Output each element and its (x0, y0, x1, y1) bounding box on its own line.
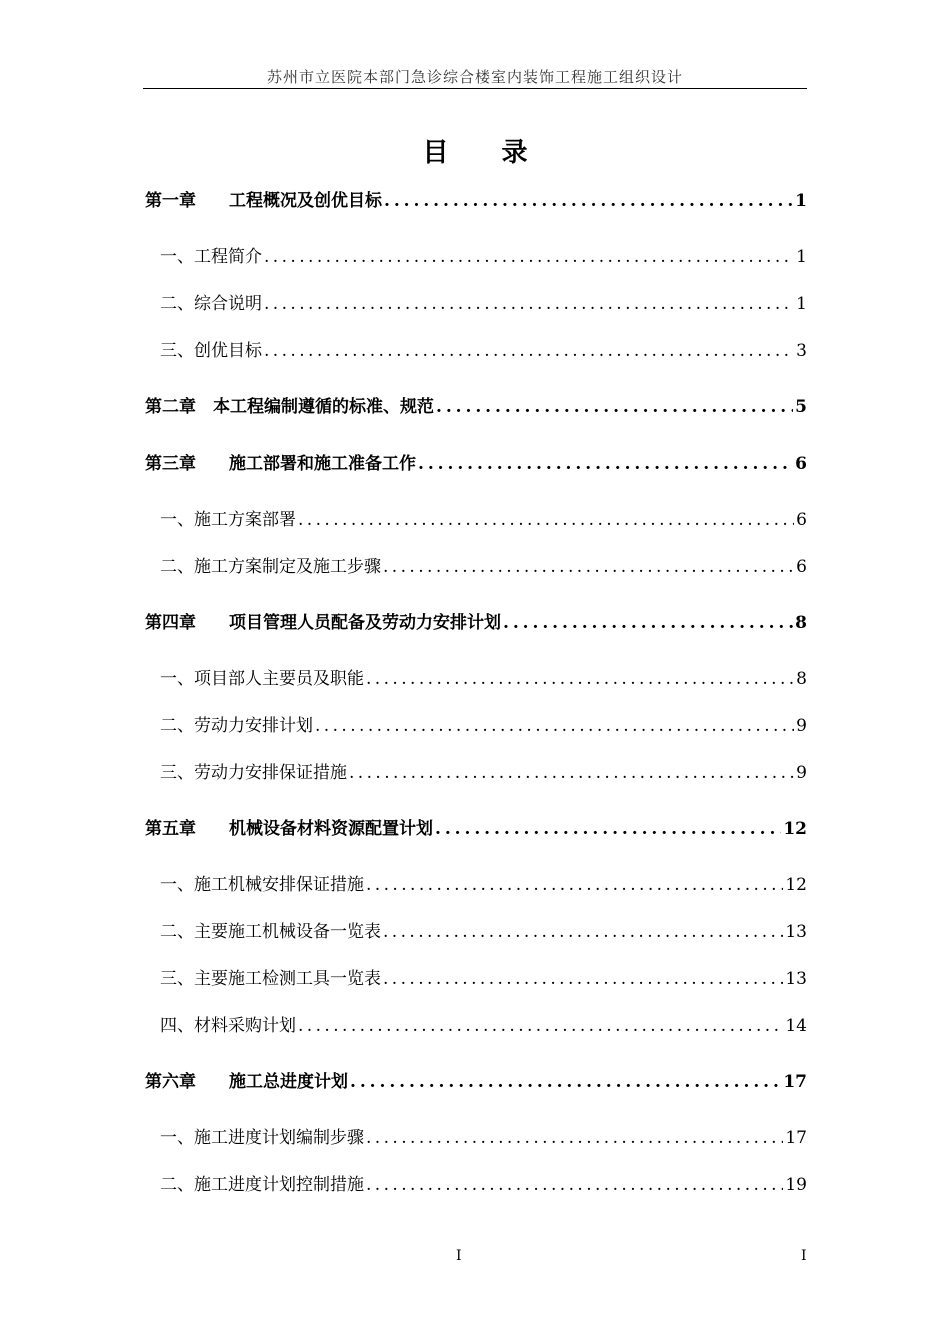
toc-section-label: 二、主要施工机械设备一览表 (160, 922, 381, 942)
toc-leader-dots (384, 191, 793, 211)
toc-chapter-entry[interactable] (145, 186, 807, 212)
toc-chapter-title: 机械设备材料资源配置计划 (229, 819, 433, 839)
toc-section-label: 一、施工进度计划编制步骤 (160, 1128, 364, 1148)
toc-chapter-entry[interactable] (145, 814, 807, 840)
toc-leader-dots (298, 510, 794, 530)
toc-section-entry[interactable] (145, 1123, 807, 1149)
toc-title: 目 录 (422, 138, 550, 168)
toc-leader-dots (418, 454, 793, 474)
toc-page-number: 6 (796, 510, 807, 530)
toc-chapter-number: 第四章 (145, 613, 196, 633)
toc-section-entry[interactable] (145, 870, 807, 896)
toc-section-entry[interactable] (145, 758, 807, 784)
toc-chapter-title: 工程概况及创优目标 (229, 191, 382, 211)
toc-chapter-label (145, 392, 434, 417)
toc-section-label: 一、工程简介 (160, 247, 262, 267)
toc-section-entry[interactable] (145, 917, 807, 943)
toc-page-number: 8 (795, 613, 807, 633)
toc-leader-dots (366, 875, 783, 895)
toc-section-entry[interactable] (145, 552, 807, 578)
toc-leader-dots (366, 1128, 783, 1148)
toc-chapter-number: 第三章 (145, 454, 196, 474)
toc-leader-dots (383, 969, 783, 989)
toc-leader-dots (298, 1016, 783, 1036)
toc-leader-dots (436, 397, 793, 417)
toc-leader-dots (315, 716, 794, 736)
toc-page-number: 5 (795, 397, 807, 417)
toc-leader-dots (366, 669, 794, 689)
toc-chapter-entry[interactable] (145, 392, 807, 418)
toc-section-entry[interactable] (145, 336, 807, 362)
toc-chapter-label (145, 186, 382, 211)
toc-chapter-entry[interactable] (145, 449, 807, 475)
toc-leader-dots (264, 294, 794, 314)
toc-chapter-label (145, 1067, 348, 1092)
toc-page-number: 6 (795, 454, 807, 474)
toc-leader-dots (435, 819, 781, 839)
toc-section-entry[interactable] (145, 964, 807, 990)
toc-page-number: 9 (796, 716, 807, 736)
toc-leader-dots (366, 1175, 783, 1195)
page-number-right: I (801, 1248, 807, 1264)
toc-page-number: 12 (783, 819, 807, 839)
running-header: 苏州市立医院本部门急诊综合楼室内装饰工程施工组织设计 (266, 68, 683, 86)
toc-section-entry[interactable] (145, 289, 807, 315)
toc-chapter-number: 第一章 (145, 191, 196, 211)
toc-section-label: 二、综合说明 (160, 294, 262, 314)
toc-section-entry[interactable] (145, 664, 807, 690)
toc-chapter-label (145, 608, 501, 633)
toc-page-number: 6 (796, 557, 807, 577)
toc-section-label: 三、创优目标 (160, 341, 262, 361)
toc-chapter-entry[interactable] (145, 1067, 807, 1093)
toc-section-entry[interactable] (145, 711, 807, 737)
toc-chapter-number: 第六章 (145, 1072, 196, 1092)
toc-page-number: 8 (796, 669, 807, 689)
toc-page-number: 14 (785, 1016, 807, 1036)
toc-section-entry[interactable] (145, 505, 807, 531)
toc-page-number: 1 (796, 247, 807, 267)
toc-leader-dots (383, 922, 783, 942)
toc-page-number: 1 (796, 294, 807, 314)
toc-chapter-title: 施工总进度计划 (229, 1072, 348, 1092)
toc-chapter-title: 施工部署和施工准备工作 (229, 454, 416, 474)
toc-section-label: 三、主要施工检测工具一览表 (160, 969, 381, 989)
toc-section-label: 二、劳动力安排计划 (160, 716, 313, 736)
toc-chapter-number: 第五章 (145, 819, 196, 839)
toc-page-number: 19 (785, 1175, 807, 1195)
toc-section-label: 一、施工机械安排保证措施 (160, 875, 364, 895)
toc-section-label: 一、项目部人主要员及职能 (160, 669, 364, 689)
toc-section-label: 二、施工方案制定及施工步骤 (160, 557, 381, 577)
header-rule (143, 88, 807, 89)
toc-chapter-label (145, 449, 416, 474)
toc-leader-dots (349, 763, 794, 783)
toc-page-number: 17 (783, 1072, 807, 1092)
toc-section-entry[interactable] (145, 242, 807, 268)
toc-section-label: 三、劳动力安排保证措施 (160, 763, 347, 783)
page-number-center: I (456, 1248, 462, 1264)
toc-section-entry[interactable] (145, 1170, 807, 1196)
toc-leader-dots (503, 613, 793, 633)
toc-page-number: 12 (785, 875, 807, 895)
toc-page-number: 1 (795, 191, 807, 211)
toc-leader-dots (383, 557, 794, 577)
toc-chapter-label (145, 814, 433, 839)
toc-section-label: 一、施工方案部署 (160, 510, 296, 530)
toc-page-number: 13 (785, 969, 807, 989)
toc-page-number: 3 (796, 341, 807, 361)
toc-section-entry[interactable] (145, 1011, 807, 1037)
toc-chapter-title: 项目管理人员配备及劳动力安排计划 (229, 613, 501, 633)
toc-section-label: 四、材料采购计划 (160, 1016, 296, 1036)
toc-chapter-number: 第二章 (145, 397, 196, 417)
toc-page-number: 13 (785, 922, 807, 942)
toc-leader-dots (264, 341, 794, 361)
toc-chapter-title: 本工程编制遵循的标准、规范 (213, 397, 434, 417)
toc-leader-dots (264, 247, 794, 267)
toc-section-label: 二、施工进度计划控制措施 (160, 1175, 364, 1195)
toc-chapter-entry[interactable] (145, 608, 807, 634)
toc-leader-dots (350, 1072, 781, 1092)
toc-page-number: 17 (785, 1128, 807, 1148)
toc-page-number: 9 (796, 763, 807, 783)
